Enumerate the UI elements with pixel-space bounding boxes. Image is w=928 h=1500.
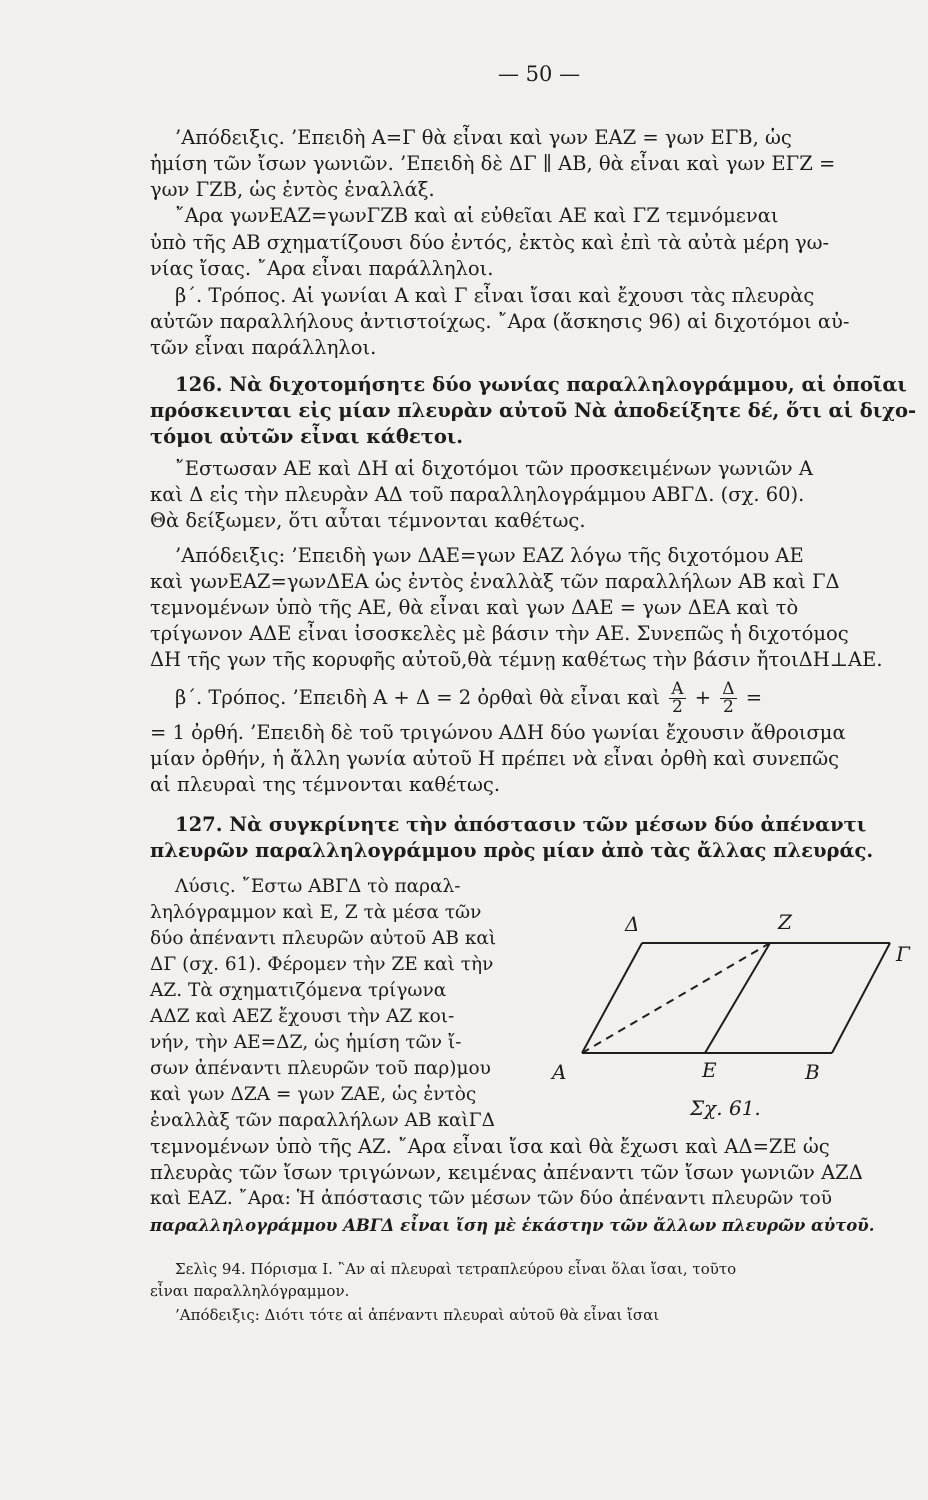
- figure-caption: Σχ. 61.: [690, 1096, 761, 1120]
- conclusion-line: παραλληλογράμμου ΑΒΓΔ εἶναι ἴση μὲ ἑκάστην τῶν ἄλλων πλευρῶν αὐτοῦ.: [150, 1216, 875, 1235]
- segment-ze: [705, 943, 770, 1053]
- text-line-24: αἱ πλευραὶ της τέμνονται καθέτως.: [150, 773, 501, 796]
- text-line-14: καὶ Δ εἰς τὴν πλευρὰν ΑΔ τοῦ παραλληλογράμμου ΑΒΓΔ. (σχ. 60).: [150, 483, 805, 506]
- problem-126-line-3: τόμοι αὐτῶν εἶναι κάθετοι.: [150, 425, 464, 448]
- text-line-4: ῎Αρα γωνΕΑΖ=γωνΓΖΒ καὶ αἱ εὐθεῖαι ΑΕ καὶ ΓΖ τεμνόμεναι: [175, 204, 779, 227]
- solution-line-4: ΔΓ (σχ. 61). Φέρομεν τὴν ΖΕ καὶ τὴν: [150, 954, 494, 975]
- label-epsilon: Ε: [702, 1058, 717, 1082]
- figure-61: [550, 910, 928, 1140]
- fraction-d: $\frac{\Delta}{2}$: [722, 679, 735, 717]
- solution-line-8: σων ἀπέναντι πλευρῶν τοῦ παρ)μου: [150, 1058, 491, 1079]
- solution-line-9: καὶ γων ΔΖΑ = γων ΖΑΕ, ὡς ἐντὸς: [150, 1084, 477, 1105]
- label-delta: Δ: [625, 912, 640, 936]
- text-line-19: τρίγωνον ΑΔΕ εἶναι ἰσοσκελὲς μὲ βάσιν τὴν ΑΕ. Συνεπῶς ἡ διχοτόμος: [150, 622, 849, 645]
- solution-line-5: ΑΖ. Τὰ σχηματιζόμενα τρίγωνα: [150, 980, 447, 1001]
- text-line-8: αὐτῶν παραλλήλους ἀντιστοίχως. ῎Αρα (ἄσκησις 96) αἱ διχοτόμοι αὐ-: [150, 310, 850, 333]
- method-b-line: [175, 681, 920, 716]
- footnote-line-2: εἶναι παραλληλόγραμμον.: [150, 1282, 350, 1300]
- text-line-38: πλευρὰς τῶν ἴσων τριγώνων, κειμένας ἀπέναντι τῶν ἴσων γωνιῶν ΑΖΔ: [150, 1161, 863, 1184]
- solution-line-10: ἐναλλὰξ τῶν παραλλήλων ΑΒ καὶΓΔ: [150, 1110, 495, 1131]
- text-line-1: ’Απόδειξις. ’Επειδὴ Α=Γ θὰ εἶναι καὶ γων ΕΑΖ = γων ΕΓΒ, ὡς: [175, 126, 792, 149]
- plus-sign: +: [694, 686, 712, 709]
- text-line-17: καὶ γωνΕΑΖ=γωνΔΕΑ ὡς ἐντὸς ἐναλλὰξ τῶν παραλλήλων ΑΒ καὶ ΓΔ: [150, 570, 840, 593]
- text-line-16: ’Απόδειξις: ’Επειδὴ γων ΔΑΕ=γων ΕΑΖ λόγω τῆς διχοτόμου ΑΕ: [175, 544, 804, 567]
- text-line-22: = 1 ὀρθή. ’Επειδὴ δὲ τοῦ τριγώνου ΑΔΗ δύο γωνίαι ἔχουσιν ἄθροισμα: [150, 721, 846, 744]
- solution-line-7: νήν, τὴν ΑΕ=ΔΖ, ὡς ἡμίση τῶν ἴ-: [150, 1032, 462, 1053]
- problem-126-line-2: πρόσκεινται εἰς μίαν πλευρὰν αὐτοῦ Νὰ ἀποδείξητε δέ, ὅτι αἱ διχο-: [150, 399, 917, 422]
- side-gb: [832, 943, 890, 1053]
- label-beta: Β: [805, 1060, 820, 1084]
- segment-az: [582, 943, 770, 1053]
- text-line-2: ἡμίση τῶν ἴσων γωνιῶν. ’Επειδὴ δὲ ΔΓ ∥ ΑΒ, θὰ εἶναι καὶ γων ΕΓΖ =: [150, 152, 836, 175]
- text-line-37: τεμνομένων ὑπὸ τῆς ΑΖ. ῎Αρα εἶναι ἴσα καὶ θὰ ἔχωσι καὶ ΑΔ=ΖΕ ὡς: [150, 1135, 830, 1158]
- text-line-18: τεμνομένων ὑπὸ τῆς ΑΕ, θὰ εἶναι καὶ γων ΔΑΕ = γων ΔΕΑ καὶ τὸ: [150, 596, 799, 619]
- page-number: — 50 —: [498, 62, 581, 86]
- solution-line-1: Λύσις. ῎Εστω ΑΒΓΔ τὸ παραλ-: [175, 876, 461, 897]
- text-line-5: ὑπὸ τῆς ΑΒ σχηματίζουσι δύο ἐντός, ἐκτὸς καὶ ἐπὶ τὰ αὐτὰ μέρη γω-: [150, 231, 830, 254]
- problem-127-line-1: 127. Νὰ συγκρίνητε τὴν ἀπόστασιν τῶν μέσων δύο ἀπέναντι: [175, 813, 867, 836]
- label-alpha: Α: [552, 1060, 567, 1084]
- method-b-text: β΄. Τρόπος. ’Επειδὴ Α + Δ = 2 ὀρθαὶ θὰ εἶναι καὶ: [175, 686, 661, 709]
- label-gamma: Γ: [896, 942, 910, 966]
- equals-sign: =: [745, 686, 763, 709]
- solution-line-3: δύο ἀπέναντι πλευρῶν αὐτοῦ ΑΒ καὶ: [150, 928, 497, 949]
- fraction-a: $\frac{A}{2}$: [671, 679, 684, 717]
- problem-127-line-2: πλευρῶν παραλληλογράμμου πρὸς μίαν ἀπὸ τὰς ἄλλας πλευράς.: [150, 839, 874, 862]
- text-line-39: καὶ ΕΑΖ. ῎Αρα: Ἡ ἀπόστασις τῶν μέσων τῶν δύο ἀπέναντι πλευρῶν τοῦ: [150, 1188, 833, 1209]
- text-line-7: β΄. Τρόπος. Αἱ γωνίαι Α καὶ Γ εἶναι ἴσαι καὶ ἔχουσι τὰς πλευρὰς: [175, 284, 815, 307]
- text-line-20: ΔΗ τῆς γων τῆς κορυφῆς αὐτοῦ,θὰ τέμνῃ καθέτως τὴν βάσιν ἤτοιΔΗ⊥ΑΕ.: [150, 648, 883, 671]
- text-line-9: τῶν εἶναι παράλληλοι.: [150, 336, 377, 359]
- text-line-3: γων ΓΖΒ, ὡς ἐντὸς ἐναλλάξ.: [150, 178, 435, 201]
- text-line-13: ῎Εστωσαν ΑΕ καὶ ΔΗ αἱ διχοτόμοι τῶν προσκειμένων γωνιῶν Α: [175, 457, 813, 480]
- problem-126-line-1: 126. Νὰ διχοτομήσητε δύο γωνίας παραλληλογράμμου, αἱ ὁποῖαι: [175, 373, 907, 396]
- text-line-15: Θὰ δείξωμεν, ὅτι αὗται τέμνονται καθέτως.: [150, 509, 586, 532]
- footnote-line-3: ’Απόδειξις: Διότι τότε αἱ ἀπέναντι πλευραὶ αὐτοῦ θὰ εἶναι ἴσαι: [175, 1306, 660, 1324]
- text-line-6: νίας ἴσας. ῎Αρα εἶναι παράλληλοι.: [150, 257, 494, 280]
- footnote-line-1: Σελὶς 94. Πόρισμα Ι. ῍Αν αἱ πλευραὶ τετραπλεύρου εἶναι ὅλαι ἴσαι, τοῦτο: [175, 1260, 737, 1278]
- solution-line-2: ληλόγραμμον καὶ Ε, Ζ τὰ μέσα τῶν: [150, 902, 482, 923]
- solution-line-6: ΑΔΖ καὶ ΑΕΖ ἔχουσι τὴν ΑΖ κοι-: [150, 1006, 455, 1027]
- text-line-23: μίαν ὀρθήν, ἡ ἄλλη γωνία αὐτοῦ Η πρέπει νὰ εἶναι ὀρθὴ καὶ συνεπῶς: [150, 747, 840, 770]
- label-zeta: Ζ: [778, 910, 792, 934]
